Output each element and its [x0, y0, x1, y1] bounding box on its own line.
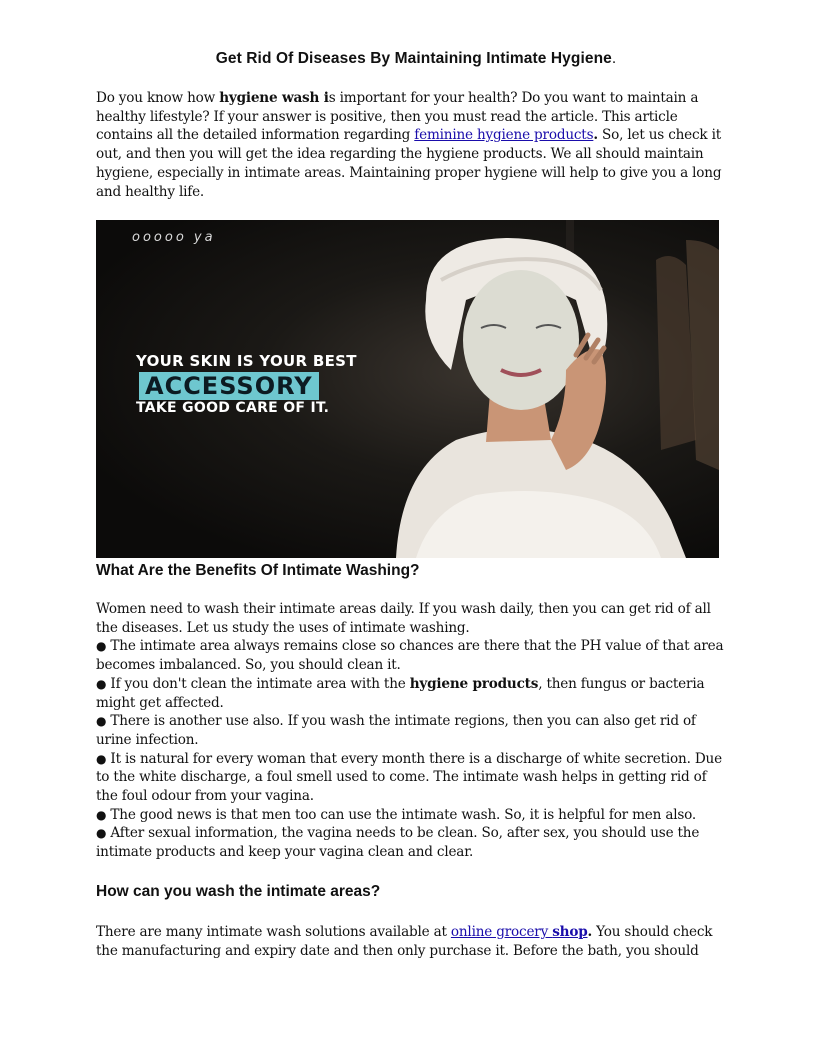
bullet-icon: ● [96, 639, 107, 654]
intro-text: Do you know how [96, 90, 220, 106]
benefits-intro: Women need to wash their intimate areas daily. If you wash daily, then you can get rid of all the diseases. Let us study the uses of intimate washing. [96, 601, 711, 636]
slogan-accessory-banner: ACCESSORY [139, 372, 319, 400]
how-to-text: You should check the manufacturing and expiry date and then only purchase it. Before the bath, you should [96, 924, 713, 959]
online-grocery-shop-link[interactable] [451, 924, 588, 940]
hero-image [96, 220, 719, 558]
how-to-text: There are many intimate wash solutions available at [96, 924, 451, 940]
bullet-icon: ● [96, 676, 107, 691]
bullet-icon: ● [96, 751, 107, 766]
benefit-item [96, 806, 726, 825]
benefit-item [96, 675, 726, 712]
benefit-text: The intimate area always remains close so chances are there that the PH value of that area becomes imbalanced. So, you should clean it. [96, 638, 724, 674]
slogan-line-1: YOUR SKIN IS YOUR BEST [136, 352, 357, 370]
benefits-section [96, 600, 726, 862]
benefit-item [96, 750, 726, 806]
link-bold-text: shop [552, 924, 588, 940]
bullet-icon: ● [96, 826, 107, 841]
title-period: . [611, 50, 617, 67]
benefit-text: There is another use also. If you wash the intimate regions, then you can also get rid of urine infection. [96, 713, 696, 748]
how-to-wash-paragraph [96, 923, 726, 960]
bullet-icon: ● [96, 714, 107, 729]
page-title [96, 50, 736, 68]
brand-logo-text: ooooo ya [132, 230, 216, 245]
bold-period: . [587, 924, 593, 940]
benefit-item [96, 712, 726, 749]
benefit-text: The good news is that men too can use the intimate wash. So, it is helpful for men also. [106, 806, 697, 823]
benefit-item [96, 637, 726, 674]
benefit-text: If you don't clean the intimate area with the [106, 675, 410, 692]
benefit-text: After sexual information, the vagina needs to be clean. So, after sex, you should use the intimate products and keep your vagina clean and clear. [96, 825, 700, 861]
benefit-bold-keyword: hygiene products [409, 675, 539, 692]
intro-bold-keyword: hygiene wash i [219, 90, 329, 106]
intro-text: s important for your health? Do you want to maintain a healthy lifestyle? If your answer is positive, then you must read the article. This article contains all the detailed information regarding [96, 90, 699, 144]
feminine-hygiene-link[interactable]: feminine hygiene products [414, 127, 594, 144]
benefit-item [96, 824, 726, 861]
benefits-heading: What Are the Benefits Of Intimate Washing? [96, 562, 420, 579]
benefit-text: It is natural for every woman that every month there is a discharge of white secretion. Due to the white discharge, a foul smell used to come. The intimate wash helps in getting rid of the foul odour from your vagina. [96, 750, 722, 805]
intro-paragraph [96, 89, 726, 201]
bullet-icon: ● [96, 807, 107, 822]
benefit-text: , then fungus or bacteria might get affected. [96, 675, 705, 711]
slogan-line-3: TAKE GOOD CARE OF IT. [136, 400, 330, 416]
how-to-wash-heading: How can you wash the intimate areas? [96, 883, 381, 900]
intro-text: So, let us check it out, and then you will get the idea regarding the hygiene products. We all should maintain hygiene, especially in intimate areas. Maintaining proper hygiene will help to give you a long and healthy life. [96, 127, 722, 200]
intro-bold-period: . [593, 127, 598, 144]
title-text: Get Rid Of Diseases By Maintaining Intimate Hygiene [215, 50, 612, 67]
link-text: online grocery [450, 924, 553, 940]
